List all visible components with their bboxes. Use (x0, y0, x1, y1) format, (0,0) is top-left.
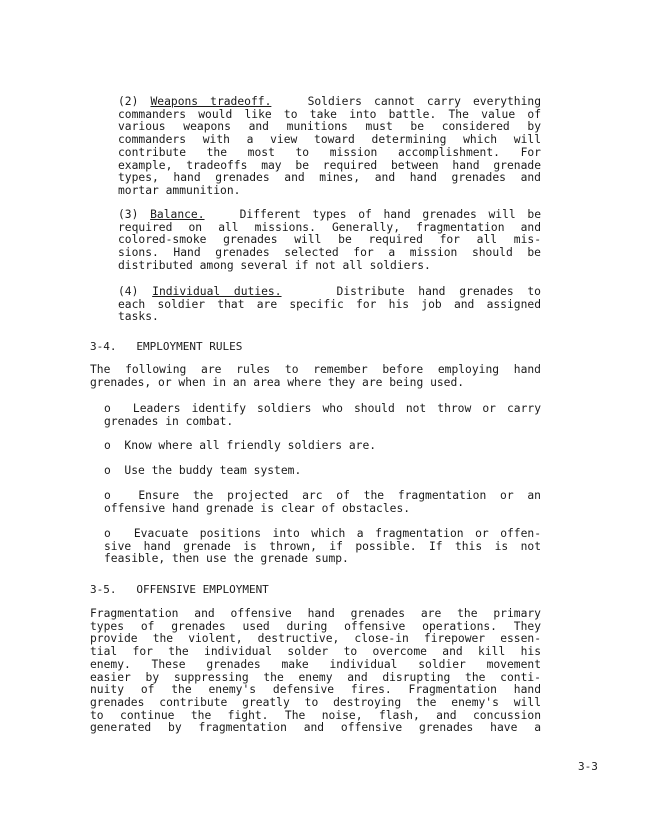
text-line: contribute the most to mission accomplishment. For (118, 146, 541, 159)
bullet-mark: o (104, 465, 111, 477)
text-line: sive hand grenade is thrown, if possible. If this is not (104, 540, 541, 553)
bullet-item (104, 403, 541, 428)
text-line-content: Leaders identify soldiers who should not throw or carry (132, 403, 541, 415)
text-line: to continue the fight. The noise, flash, and concussion (90, 709, 541, 722)
paragraph-weapons-tradeoff (118, 96, 541, 198)
text-line-content: Distribute hand grenades to (336, 286, 541, 298)
paragraph-offensive-employment (90, 608, 541, 735)
paragraph-individual-duties (118, 286, 541, 324)
text-line: The following are rules to remember before employing hand (90, 364, 541, 376)
text-line-content: Evacuate positions into which a fragmentation or offen- (133, 528, 541, 540)
text-line: tial for the individual solder to overcome and kill his (90, 646, 541, 659)
text-line-content: Ensure the projected arc of the fragmentation or an (138, 490, 541, 502)
section-heading-3-5: 3-5. OFFENSIVE EMPLOYMENT (90, 583, 269, 596)
bullet-mark: o (104, 528, 111, 540)
text-line: enemy. These grenades make individual soldier movement (90, 658, 541, 671)
text-line: grenades in combat. (104, 415, 234, 428)
text-line: sions. Hand grenades selected for a mission should be (118, 247, 541, 260)
subparagraph-number: (2) (118, 96, 139, 108)
text-line: example, tradeoffs may be required between hand grenade (118, 159, 541, 172)
text-line: feasible, then use the grenade sump. (104, 553, 349, 566)
text-line (118, 209, 541, 222)
text-line: required on all missions. Generally, fragmentation and (118, 221, 541, 234)
text-line: provide the violent, destructive, close-in firepower essen- (90, 633, 541, 646)
text-line-content: Use the buddy team system. (124, 465, 302, 477)
text-line-content: Know where all friendly soldiers are. (124, 440, 377, 452)
subparagraph-title: Individual duties. (152, 286, 282, 298)
text-line (104, 403, 541, 416)
text-line: commanders with a view toward determining which will (118, 134, 541, 147)
paragraph-balance (118, 209, 541, 273)
text-line: easier by suppressing the enemy and disrupting the conti- (90, 671, 541, 684)
text-line: mortar ammunition. (118, 184, 241, 197)
bullet-mark: o (104, 490, 111, 502)
text-line: colored-smoke grenades will be required for all mis- (118, 234, 541, 247)
text-line: distributed among several if not all soldiers. (118, 259, 431, 272)
subparagraph-title: Weapons tradeoff. (150, 96, 272, 108)
text-line (104, 465, 541, 478)
bullet-item (104, 490, 541, 515)
bullet-mark: o (104, 403, 111, 415)
text-line (104, 490, 541, 503)
text-line: nuity of the enemy's defensive fires. Fragmentation hand (90, 684, 541, 697)
text-line: types, hand grenades and mines, and hand grenades and (118, 172, 541, 185)
subparagraph-number: (4) (118, 286, 139, 298)
text-line: various weapons and munitions must be considered by (118, 121, 541, 134)
bullet-item (104, 440, 541, 453)
bullet-item (104, 528, 541, 566)
text-line: each soldier that are specific for his job and assigned (118, 298, 541, 311)
text-line-content: Different types of hand grenades will be (239, 209, 541, 221)
text-line: grenades contribute greatly to destroying the enemy's will (90, 696, 541, 709)
text-line: grenades, or when in an area where they are being used. (90, 376, 465, 389)
paragraph-employment-intro (90, 364, 541, 389)
subparagraph-number: (3) (118, 209, 139, 221)
text-line (104, 528, 541, 541)
subparagraph-title: Balance. (150, 209, 205, 221)
text-line (118, 286, 541, 299)
text-line: generated by fragmentation and offensive grenades have a (90, 722, 541, 735)
page-number: 3-3 (578, 760, 598, 773)
section-heading-3-4: 3-4. EMPLOYMENT RULES (90, 340, 243, 353)
text-line: commanders would like to take into battle. The value of (118, 108, 541, 121)
bullet-item (104, 465, 541, 478)
text-line: tasks. (118, 311, 159, 324)
text-line: types of grenades used during offensive operations. They (90, 620, 541, 633)
text-line-content: Soldiers cannot carry everything (307, 96, 541, 108)
text-line (104, 440, 541, 453)
text-line (118, 96, 541, 109)
text-line: Fragmentation and offensive hand grenades are the primary (90, 608, 541, 620)
text-line: offensive hand grenade is clear of obstacles. (104, 502, 411, 515)
bullet-mark: o (104, 440, 111, 452)
